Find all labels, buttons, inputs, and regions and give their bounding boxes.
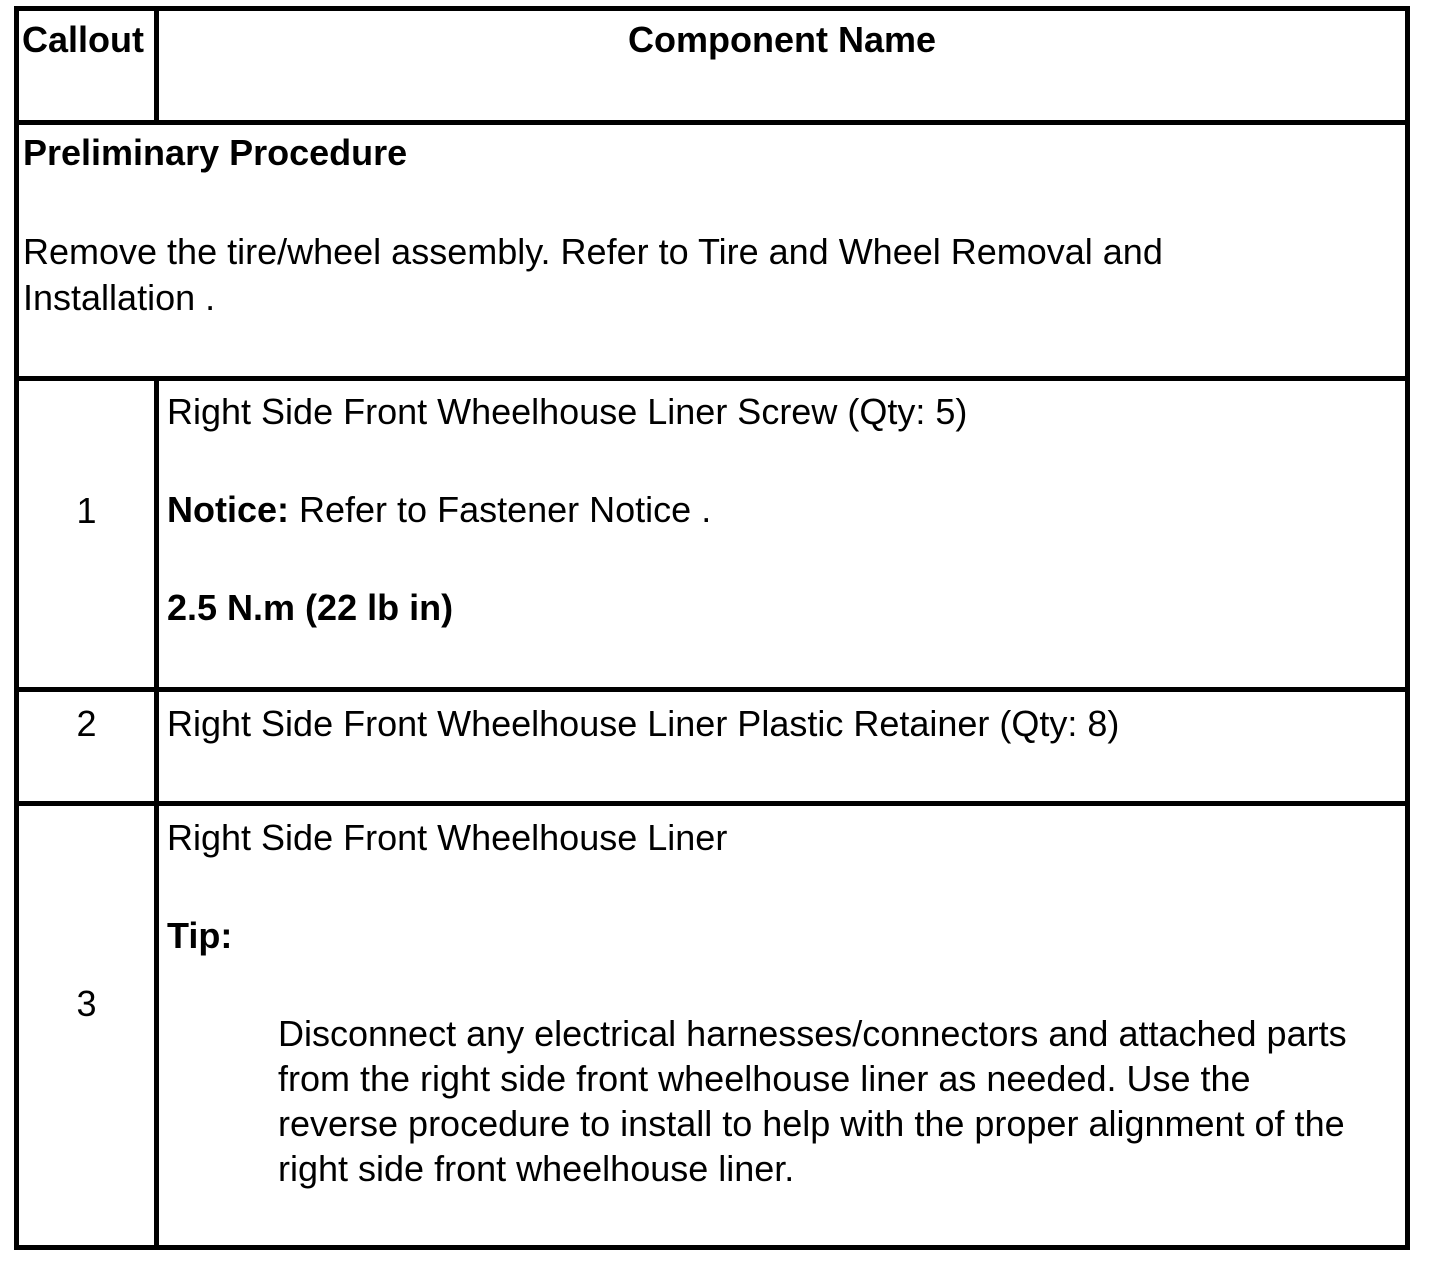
table-rule-preliminary bbox=[14, 376, 1410, 381]
header-callout: Callout bbox=[22, 19, 144, 60]
table-border-left bbox=[14, 6, 19, 1250]
column-divider-body bbox=[154, 376, 159, 1250]
preliminary-heading: Preliminary Procedure bbox=[23, 132, 408, 173]
row-1-component-name: Right Side Front Wheelhouse Liner Screw (Qty: 5) bbox=[167, 391, 968, 432]
row-3-tip-line-4: right side front wheelhouse liner. bbox=[278, 1148, 795, 1189]
row-3-tip-line-1: Disconnect any electrical harnesses/connectors and attached parts bbox=[278, 1013, 1347, 1054]
preliminary-text-line-1: Remove the tire/wheel assembly. Refer to Tire and Wheel Removal and bbox=[23, 231, 1163, 272]
table-rule-row-2 bbox=[14, 801, 1410, 806]
procedure-table bbox=[14, 6, 1410, 1250]
row-2-component-name: Right Side Front Wheelhouse Liner Plastic Retainer (Qty: 8) bbox=[167, 703, 1120, 744]
row-3-component-name: Right Side Front Wheelhouse Liner bbox=[167, 817, 728, 858]
table-border-bottom bbox=[14, 1245, 1410, 1250]
notice-label: Notice: bbox=[167, 489, 290, 530]
table-rule-header bbox=[14, 120, 1410, 125]
row-2-callout: 2 bbox=[76, 703, 97, 744]
header-component-name: Component Name bbox=[627, 19, 937, 60]
row-3-tip-label: Tip: bbox=[167, 915, 233, 956]
row-3-tip-line-2: from the right side front wheelhouse liner as needed. Use the bbox=[278, 1058, 1251, 1099]
table-border-right bbox=[1405, 6, 1410, 1250]
row-3-tip-line-3: reverse procedure to install to help with the proper alignment of the bbox=[278, 1103, 1345, 1144]
row-3-callout: 3 bbox=[76, 983, 97, 1024]
row-1-torque: 2.5 N.m (22 lb in) bbox=[167, 587, 454, 628]
notice-text: Refer to Fastener Notice . bbox=[289, 489, 712, 530]
row-1-notice bbox=[167, 487, 711, 533]
table-border-top bbox=[14, 6, 1410, 11]
row-1-callout: 1 bbox=[76, 490, 97, 531]
table-rule-row-1 bbox=[14, 687, 1410, 692]
preliminary-text-line-2: Installation . bbox=[23, 277, 216, 318]
